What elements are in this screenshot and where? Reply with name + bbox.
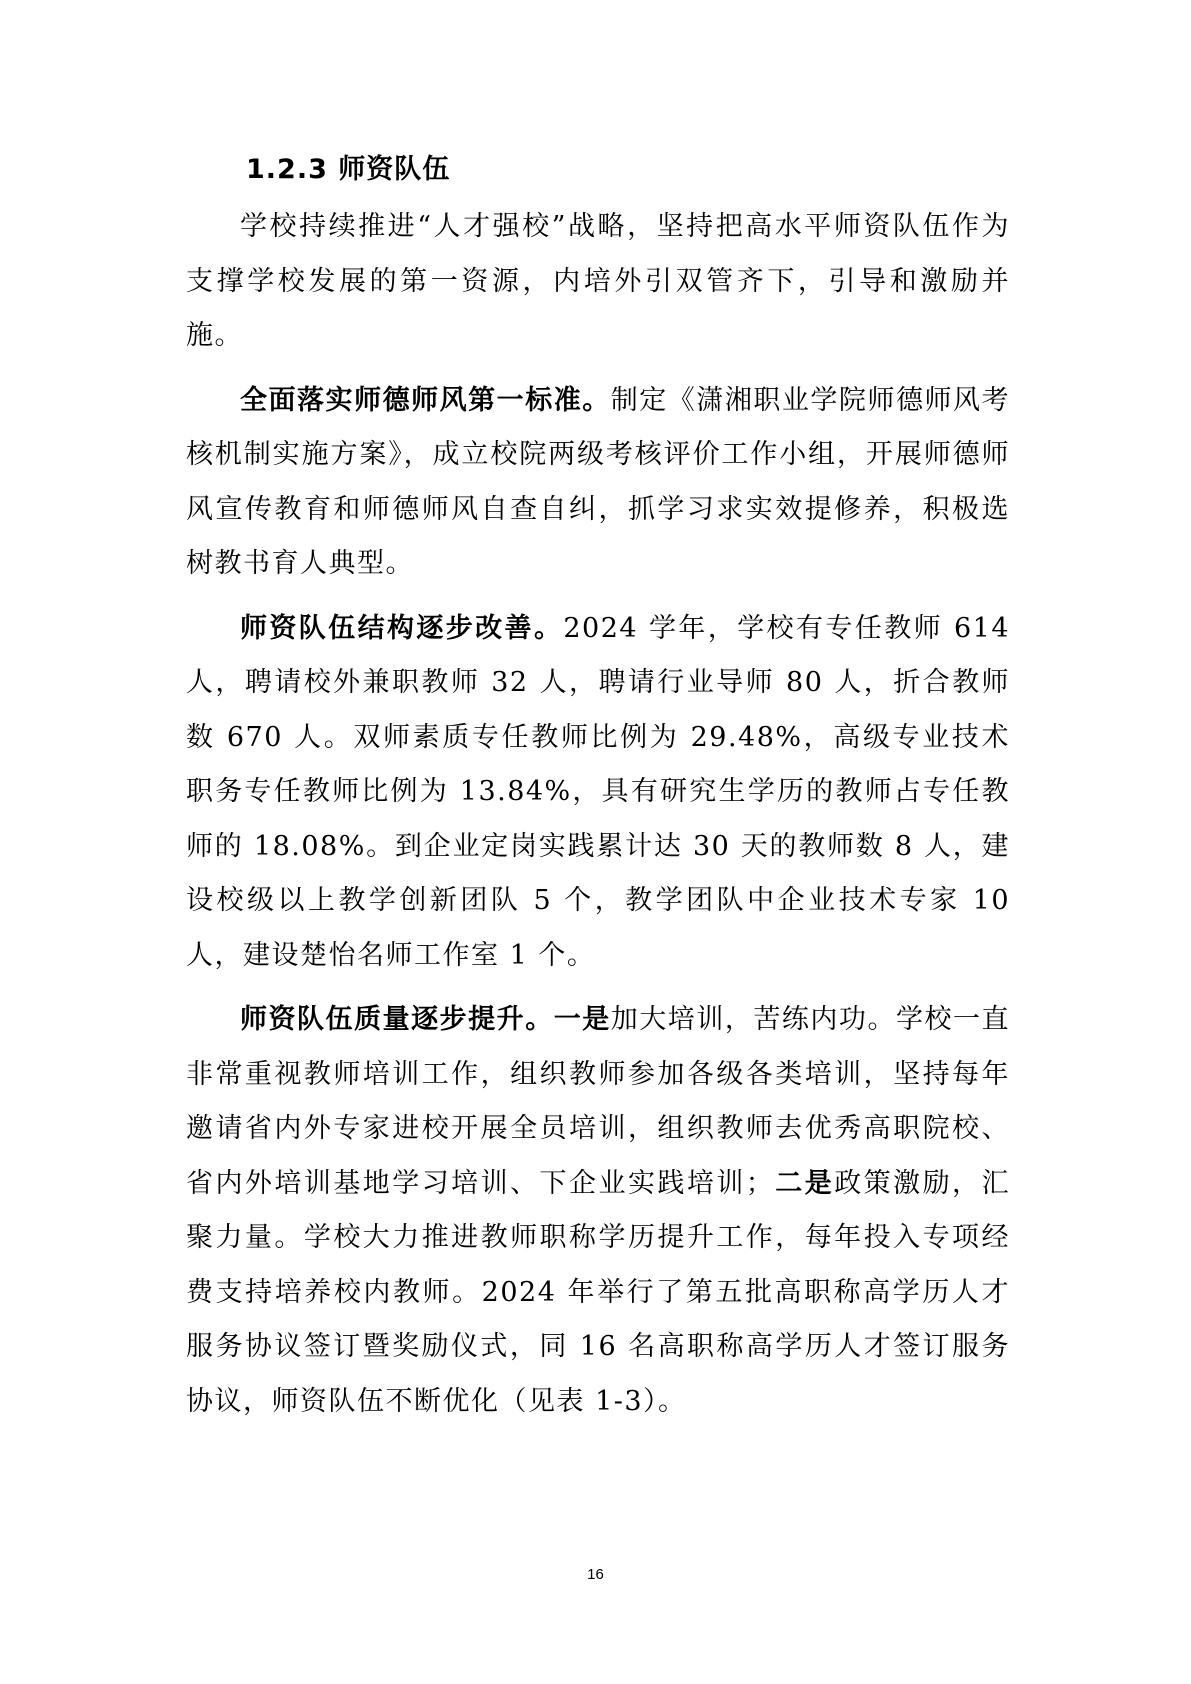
paragraph-structure-lead: 师资队伍结构逐步改善。 — [240, 612, 564, 644]
paragraph-structure — [186, 602, 1010, 984]
paragraph-quality-point-one: 一是 — [553, 1004, 611, 1035]
paragraph-ethics — [186, 374, 1010, 592]
page-number: 16 — [587, 1566, 604, 1583]
paragraph-structure-text: 2024 学年，学校有专任教师 614 人，聘请校外兼职教师 32 人，聘请行业导师 80 人，折合教师数 670 人。双师素质专任教师比例为 29.48%，高级专业技术职务专任教师比例为 13.84%，具有研究生学历的教师占专任教师的 18.08%。到企业定岗实践累计达 30 天的教师数 8 人，建设校级以上教学创新团队 5 个，教学团队中企业技术专家 10 人，建设楚怡名师工作室 1 个。 — [186, 612, 1010, 971]
paragraph-ethics-text: 制定《潇湘职业学院师德师风考核机制实施方案》，成立校院两级考核评价工作小组，开展师德师风宣传教育和师德师风自查自纠，抓学习求实效提修养，积极选树教书育人典型。 — [186, 384, 1010, 579]
paragraph-quality — [186, 993, 1010, 1429]
paragraph-intro — [186, 200, 1010, 364]
paragraph-quality-point-two: 二是 — [774, 1167, 835, 1199]
paragraph-quality-text-two: 政策激励，汇聚力量。学校大力推进教师职称学历提升工作，每年投入专项经费支持培养校内教师。2024 年举行了第五批高职称高学历人才服务协议签订暨奖励仪式，同 16 名高职称高学历人才签订服务协议，师资队伍不断优化（见表 1-3）。 — [186, 1167, 1011, 1417]
paragraph-ethics-lead: 全面落实师德师风第一标准。 — [240, 384, 611, 416]
paragraph-quality-lead: 师资队伍质量逐步提升。 — [240, 1004, 554, 1035]
paragraph-intro-text: 学校持续推进“人才强校”战略，坚持把高水平师资队伍作为支撑学校发展的第一资源，内培外引双管齐下，引导和激励并施。 — [186, 211, 1010, 351]
section-heading: 1.2.3 师资队伍 — [246, 154, 451, 185]
document-page — [186, 150, 1010, 1439]
paragraph-quality-text-one: 加大培训，苦练内功。学校一直非常重视教师培训工作，组织教师参加各级各类培训，坚持每年邀请省内外专家进校开展全员培训，组织教师去优秀高职院校、省内外培训基地学习培训、下企业实践培训； — [186, 1004, 1011, 1199]
